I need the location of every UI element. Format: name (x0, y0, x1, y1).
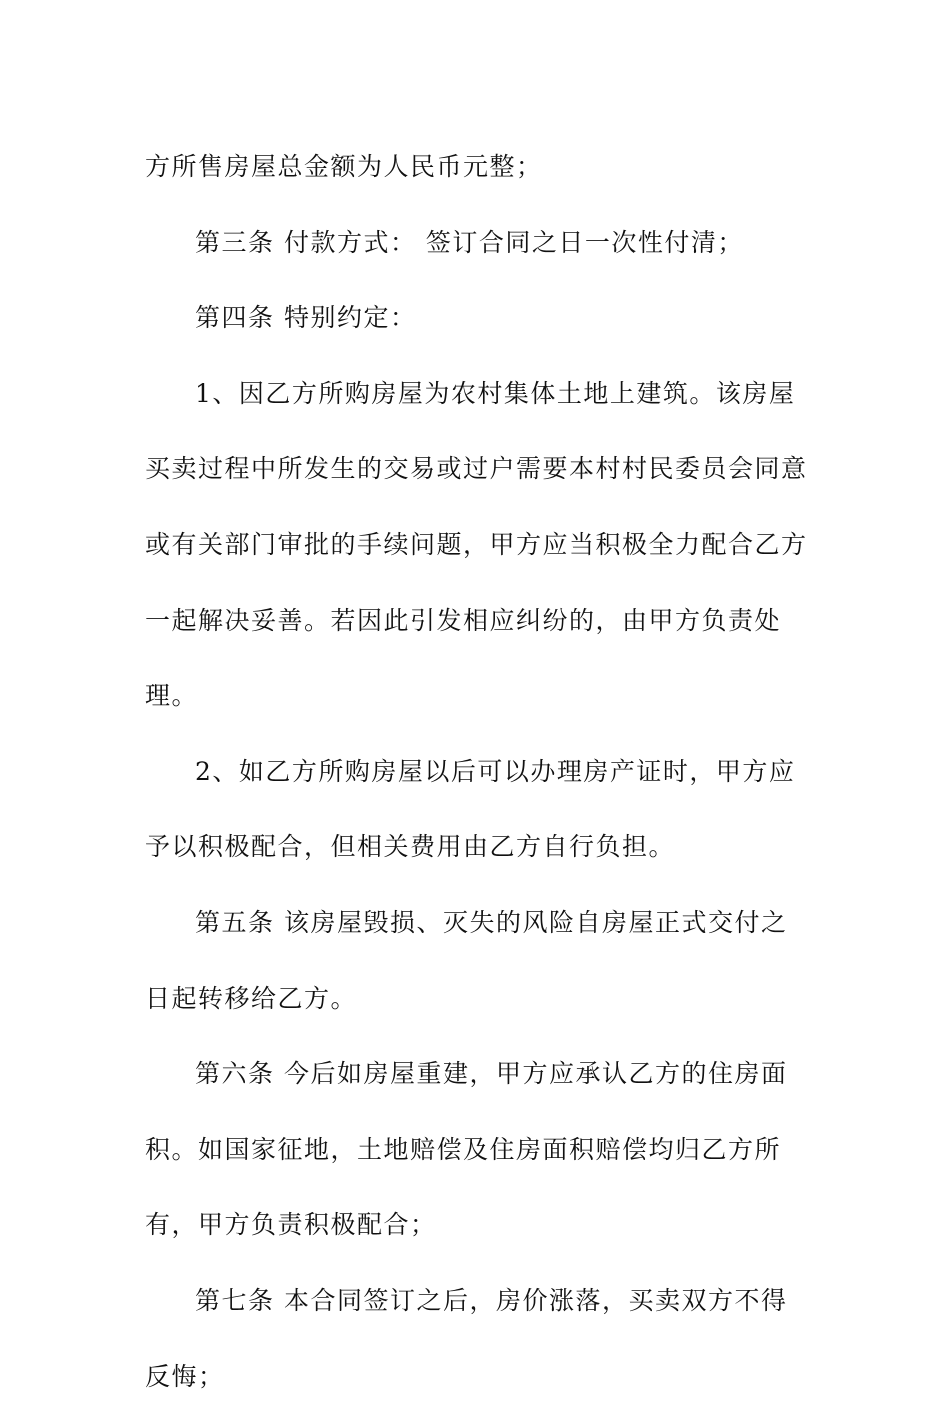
paragraph-clause-2: 2、如乙方所购房屋以后可以办理房产证时，甲方应予以积极配合，但相关费用由乙方自行负担。 (145, 756, 796, 862)
paragraph-article-6-rebuild: 第六条 今后如房屋重建，甲方应承认乙方的住房面积。如国家征地，土地赔偿及住房面积赔偿均归乙方所有，甲方负责积极配合； (145, 1059, 788, 1240)
paragraph-total-amount: 方所售房屋总金额为人民币元整； (145, 152, 543, 181)
paragraph-article-3-payment: 第三条 付款方式： 签订合同之日一次性付清； (195, 227, 744, 257)
paragraph-clause-1: 1、因乙方所购房屋为农村集体土地上建筑。该房屋买卖过程中所发生的交易或过户需要本村村民委员会同意或有关部门审批的手续问题，甲方应当积极全力配合乙方一起解决妥善。若因此引发相应纠纷的，由甲方负责处理。 (145, 378, 808, 711)
paragraph-article-5-risk: 第五条 该房屋毁损、灭失的风险自房屋正式交付之日起转移给乙方。 (145, 907, 788, 1013)
paragraph-article-7-no-regret: 第七条 本合同签订之后，房价涨落，买卖双方不得反悔； (145, 1285, 788, 1391)
contract-body (145, 129, 810, 1414)
paragraph-article-4-special: 第四条 特别约定： (195, 303, 417, 333)
